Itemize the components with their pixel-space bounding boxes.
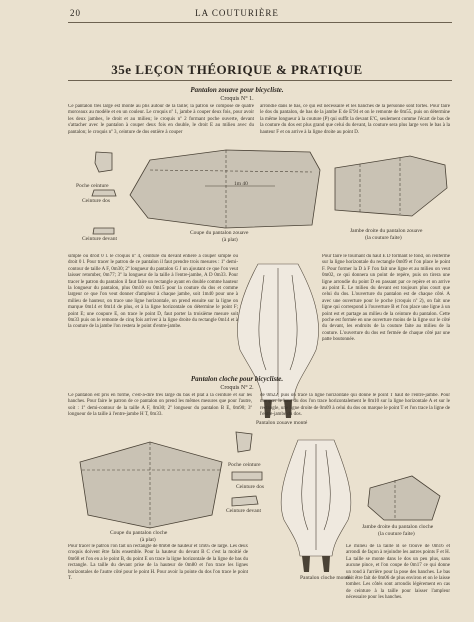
- ceinture-dos-label-2: Ceinture dos: [236, 484, 264, 490]
- ceinture-dos-piece-1: [92, 190, 116, 196]
- section1-text-right: arrondie dans le bas, ce qui est nécessaire et les hanches de la personne sont fortes. Pour faire le dos du pantalon, de bas de la jambe E de E'94 et on le remonte de 0m55, puis on détermine la même longueur à la couture (P) qui suffit la devant E'C, seulement comme l'écart de bas de la couture du dos est plus grand que celui du devant, la couture sera plus large vers le bas à la hauteur F et on arrive à la ligne droite au point D.: [260, 104, 450, 135]
- section2-croquis: Croquis N° 2.: [220, 385, 254, 391]
- zouave-pattern-body: [130, 150, 320, 228]
- section2-text-bottom-left: Pour tracer le patron l'on fait un rectangle de 0m68 de hauteur et 1m05 de large. Les deux croquis doivent être faits ensemble. Pour la hauteur du devant B C c'est la moitié de 0m68 et l'on en a le point B, du point E on trace la ligne horizontale de la ligne de bas du rectangle. La taille du devant prise de la hauteur de 0m80 et l'on trace les lignes horizontales de l'autre côté pour le point H. Pour avoir la pointe du dos l'on trace le point T.: [68, 544, 248, 582]
- section1-text-mid-left: simple ou droit 0 l. le croquis nº 4, ceinture du devant entière à couper simple ou droit 0 l. Pour tracer le patron de ce pantalon il faut prendre trois mesures : 1º demi-contour de taille A F, 0m30; 2º longueur du pantalon G J un ajoutant ce que l'on veut laisser retomber, 0m77; 3º la longueur de la taille à l'entre-jambe, A D 0m33. Pour tracer le patron du pantalon il faut faire un rectangle ayant en double comme hauteur la longueur du pantalon, plus 0m10 ou 0m15 pour la couture du dos et comme largeur ce que l'on veut donner d'ampleur à chaque jambe, soit 1m40 pour une à milieu de hauteur, on trace une ligne horizontale, on prend ensuite sur la ligne on marque 0m14 et 0m14 de plus, et à la ligne horizontale on détermine le point F; point E; une coupure E, on trace le point D, faut porter la troisième mesure soit 0m33 puis on le remonte de cinq fois arriver à la ligne droite du rectangle 0m14 et à la couture de la jambe l'on restera le point d'entre-jambe.: [68, 254, 238, 330]
- coupe-zouave-sub: (à plat): [222, 237, 238, 243]
- coupe-cloche-label: Coupe du pantalon cloche: [110, 530, 168, 536]
- section1-text-mid-right: Pour faire le tournant du haut E D formant le fond, on renferme sur la ligne horizontale du rectangle 0m09 et l'on place le point F. Pour former la D à F l'on fait une ligne et au milieu on veut 0m02, ce qui donnera un point de repère, puis on tirera une ligne arrondie du point D en passant par ce repère et on arrive au point E. Le milieu du devant est toujours plus court que celui du dos. L'ouverture du pantalon est de chaque côté. A avec une ouverture pour le poche (croquis nº 2), on fait une ligne qui correspond à l'ouverture B et l'on place une ligne à un point est et partage au milieu de la ceinture du pantalon. Cette poche est formée en une ouverture moins de la ligne sur le côté du devant, les endroits de la couture faite au milieu de la couture. L'ouverture du dos est fermée de chaque côté par une patte boutonnée.: [322, 254, 450, 343]
- lesson-title: 35e LEÇON THÉORIQUE & PRATIQUE: [111, 62, 363, 77]
- poche-label-1: Poche ceinture: [76, 183, 109, 189]
- ceinture-devant-label-1: Ceinture devant: [82, 236, 117, 242]
- section2-text-left: Ce pantalon est pris en forme, c'est-à-dire très large du bas et plat à la ceinture et sur les hanches. Pour faire le patron de ce pantalon on prend les mêmes mesures que pour l'autre, soit : 1º demi-contour de la taille A F, 0m30; 2º longueur du pantalon B E, 0m90; 3º longueur de la taille à l'entre-jambe H T, 0m33.: [68, 393, 252, 418]
- cloche-right-leg: [322, 556, 330, 572]
- coupe-zouave-label: Coupe du pantalon zouave: [190, 230, 249, 236]
- section2-subtitle: Pantalon cloche pour bicycliste.: [190, 375, 284, 383]
- coupe-cloche-sub: (à plat): [140, 537, 156, 543]
- page-number: 20: [70, 8, 81, 18]
- zouave-leg-piece: [335, 156, 447, 216]
- section1-text-left: Ce pantalon très large est monté au plis autour de la taille; la patron se compose de quatre morceaux au modèle et en un couleur. Le croquis nº 1, jambe à couper deux fois, pour avoir les deux jambes, le droit et au milieu; le croquis nº 2 formant poche ouverte, devant s'attacher avec le pantalon à couper deux fois en double, le droit E au milieu avec du pantalon; le croquis nº 3, ceinture de dos entière à couper: [68, 104, 254, 135]
- fashion-zouave-label: Pantalon zouave monté: [256, 420, 308, 426]
- cloche-leg-piece: [368, 476, 440, 520]
- ceinture-dos-label-1: Ceinture dos: [82, 198, 110, 204]
- poche-ceinture-piece-2: [236, 432, 252, 452]
- ceinture-devant-label-2: Ceinture devant: [226, 508, 261, 514]
- cloche-pattern-body: [80, 442, 222, 528]
- poche-label-2: Poche ceinture: [228, 462, 261, 468]
- fashion-cloche-label: Pantalon cloche monté: [300, 575, 351, 581]
- poche-ceinture-piece-1: [95, 152, 112, 172]
- section2-text-bottom-right: Le milieu de la taille B se trouve de 0m16 et arrondi de façon à rejoindre les autres points F et H. La taille se monte dans le dos un peu plus, sans aucune pince, et l'on coupe de 0m17 ce qui donne un rond à l'arrière pour la pose des hanches. Le bas doit être fait de 0m06 de plus environ et on le laisse tomber. Les côtés sont arrondis légèrement en cas de ceinture à la taille pour laisser l'ampleur nécessaire pour les hanches.: [346, 544, 450, 601]
- measure-label: 1m 40: [234, 181, 248, 187]
- section1-croquis: Croquis N° 1.: [220, 96, 254, 102]
- jambe-zouave-label: Jambe droite du pantalon zouave: [350, 228, 423, 234]
- ceinture-devant-piece-2: [232, 496, 258, 506]
- jambe-cloche-label: Jambe droite du pantalon cloche: [362, 524, 434, 530]
- ceinture-devant-piece-1: [93, 228, 114, 234]
- jambe-zouave-sub: (la couture faite): [365, 235, 402, 241]
- magazine-title: LA COUTURIÈRE: [195, 8, 279, 18]
- jambe-cloche-sub: (la couture faite): [378, 531, 415, 537]
- cloche-left-leg: [302, 556, 310, 572]
- section1-subtitle: Pantalon zouave pour bicycliste.: [190, 86, 284, 94]
- ceinture-dos-piece-2: [232, 472, 262, 480]
- section2-text-right: de 0m22, puis on trace la ligne horizontale qui donne le point T haut de l'entre-jambe. Pour marquer le haut du dos l'on trace horizontalement le 0m10 sur la ligne horizontale A et sur le rectangle, une ligne droite de 0m09 à celui du dos on marque le point T et l'on trace la ligne de l'entre-jambe du dos.: [260, 393, 450, 418]
